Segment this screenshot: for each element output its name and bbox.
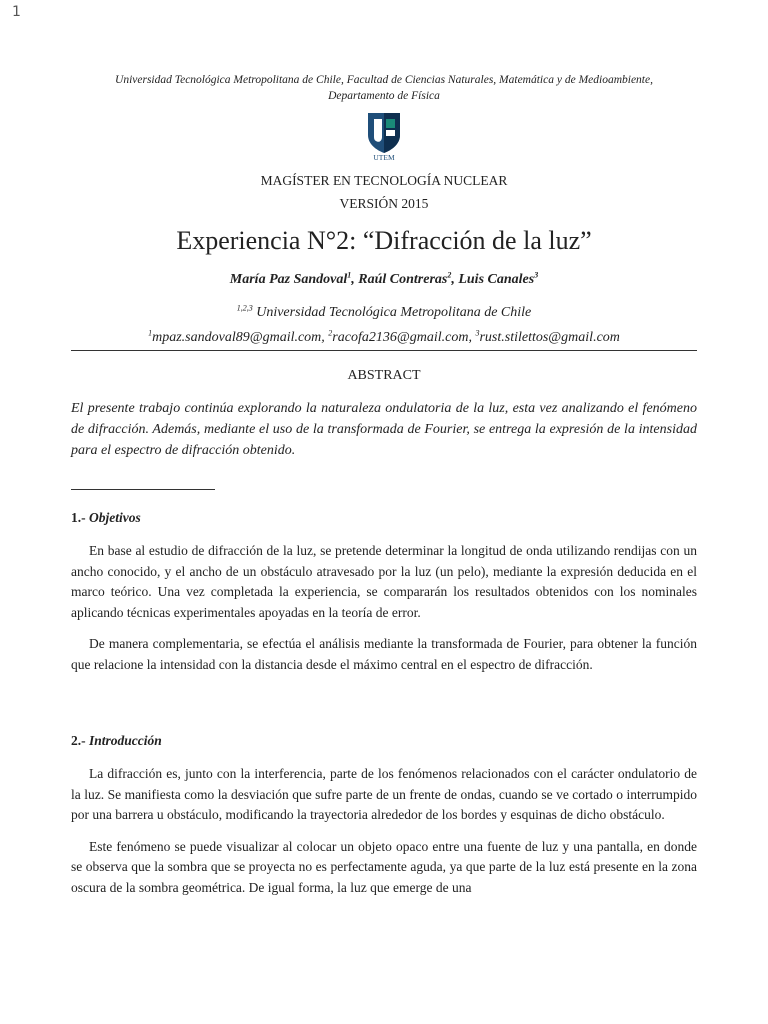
section-name: Objetivos: [89, 510, 141, 525]
email-separator: ,: [321, 330, 329, 345]
author-emails: [0, 328, 768, 348]
email-3[interactable]: rust.stilettos@gmail.com: [479, 330, 620, 345]
author-1: María Paz Sandoval: [229, 272, 348, 287]
affiliation-sup: 1,2,3: [236, 303, 253, 313]
institution-line-1: Universidad Tecnológica Metropolitana de Chile, Facultad de Ciencias Naturales, Matemática y de Medioambiente,: [115, 74, 653, 86]
paper-title: Experiencia N°2: “Difracción de la luz”: [176, 226, 592, 255]
page-number: 1: [12, 4, 21, 20]
utem-logo: [362, 111, 406, 161]
institution-header: [60, 72, 708, 104]
paragraph: La difracción es, junto con la interferencia, parte de los fenómenos relacionados con el carácter ondulatorio de la luz. Se manifiesta como la desviación que sufre parte de un frente de ondas, cuando se ve cortado o interrumpido por una barrera u obstáculo, modificando la trayectoria alrededor de los bordes y esquinas de dicho obstáculo.: [71, 766, 697, 823]
author-3: Luis Canales: [458, 272, 535, 287]
section-introduccion: [71, 731, 697, 899]
email-3-sup: 3: [475, 328, 480, 338]
paragraph: De manera complementaria, se efectúa el análisis mediante la transformada de Fourier, para obtener la función que relacione la intensidad con la distancia desde el máximo central en el espectro de difracción.: [71, 636, 697, 672]
institution-line-2: Departamento de Física: [328, 90, 440, 102]
author-list: [0, 270, 768, 290]
abstract-text: El presente trabajo continúa explorando la naturaleza ondulatoria de la luz, esta vez analizando el fenómeno de difracción. Además, mediante el uso de la transformada de Fourier, se entrega la expresión de la intensidad para el espectro de difracción obtenido.: [71, 401, 697, 458]
program-block: [0, 169, 768, 215]
section-number: 1.-: [71, 510, 89, 525]
section-heading: [71, 508, 697, 528]
email-1[interactable]: mpaz.sandoval89@gmail.com: [152, 330, 322, 345]
author-2-sup: 2: [447, 270, 452, 280]
author-3-sup: 3: [534, 270, 539, 280]
email-1-sup: 1: [148, 328, 153, 338]
email-2[interactable]: racofa2136@gmail.com: [332, 330, 469, 345]
section-name: Introducción: [89, 733, 162, 748]
author-affiliation: [0, 303, 768, 323]
affiliation-text: Universidad Tecnológica Metropolitana de Chile: [252, 305, 532, 320]
utem-shield-icon: [362, 111, 406, 161]
email-2-sup: 2: [328, 328, 333, 338]
author-separator: ,: [351, 272, 359, 287]
section-number: 2.-: [71, 733, 89, 748]
paragraph: Este fenómeno se puede visualizar al colocar un objeto opaco entre una fuente de luz y una pantalla, en donde se observa que la sombra que se proyecta no es perfectamente aguda, ya que parte de la luz está presente en la zona oscura de la sombra geométrica. De igual forma, la luz que emerge de una: [71, 838, 697, 895]
paragraph: En base al estudio de difracción de la luz, se pretende determinar la longitud de onda utilizando rendijas con un ancho conocido, y el ancho de un obstáculo atravesado por la luz (un pelo), mediante la expresión deducida en el marco teórico. Una vez completada la experiencia, se compararán los resultados obtenidos con los nominales aplicando técnicas experimentales apoyadas en la teoría de error.: [71, 543, 697, 620]
section-objetivos: [71, 508, 697, 676]
header-divider: [71, 350, 697, 351]
author-2: Raúl Contreras: [358, 272, 448, 287]
author-1-sup: 1: [347, 270, 352, 280]
logo-text: UTEM: [373, 153, 395, 161]
program-version: VERSIÓN 2015: [339, 196, 429, 211]
email-separator: ,: [468, 330, 476, 345]
program-name: MAGÍSTER EN TECNOLOGÍA NUCLEAR: [260, 173, 508, 188]
author-separator: ,: [451, 272, 459, 287]
section-heading: [71, 731, 697, 751]
short-divider: [71, 489, 215, 490]
abstract-heading: ABSTRACT: [347, 368, 421, 383]
